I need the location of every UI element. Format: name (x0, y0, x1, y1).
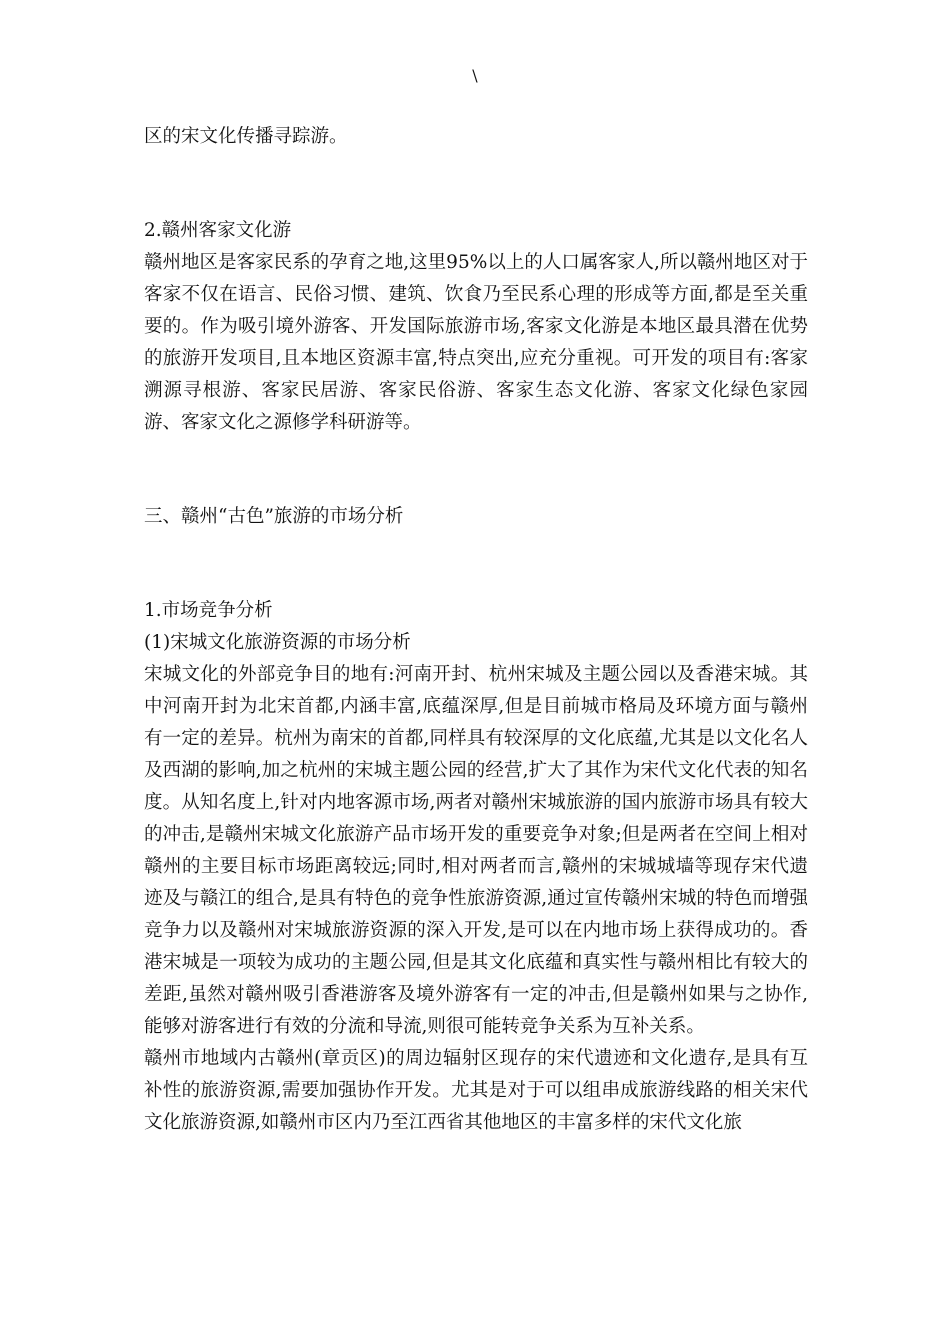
paragraph-song-city-complement: 赣州市地域内古赣州(章贡区)的周边辐射区现存的宋代遗迹和文化遗存,是具有互补性的旅游资源,需要加强协作开发。尤其是对于可以组串成旅游线路的相关宋代文化旅游资源,如赣州市区内乃至江西省其他地区的丰富多样的宋代文化旅 (144, 1048, 808, 1133)
document-body (144, 121, 808, 1139)
spacer (144, 439, 808, 471)
spacer (144, 533, 808, 565)
paragraph-continuation: 区的宋文化传播寻踪游。 (144, 126, 348, 147)
section-heading-market-analysis: 三、赣州“古色”旅游的市场分析 (144, 506, 404, 527)
spacer (144, 565, 808, 595)
page-header-mark: \ (472, 66, 478, 85)
spacer (144, 153, 808, 185)
subsubsection-heading-song-city: (1)宋城文化旅游资源的市场分析 (144, 632, 411, 653)
paragraph-song-city-competition: 宋城文化的外部竞争目的地有:河南开封、杭州宋城及主题公园以及香港宋城。其中河南开封为北宋首都,内涵丰富,底蕴深厚,但是目前城市格局及环境方面与赣州有一定的差异。杭州为南宋的首都,同样具有较深厚的文化底蕴,尤其是以文化名人及西湖的影响,加之杭州的宋城主题公园的经营,扩大了其作为宋代文化代表的知名度。从知名度上,针对内地客源市场,两者对赣州宋城旅游的国内旅游市场具有较大的冲击,是赣州宋城文化旅游产品市场开发的重要竞争对象;但是两者在空间上相对赣州的主要目标市场距离较远;同时,相对两者而言,赣州的宋城城墙等现存宋代遗迹及与赣江的组合,是具有特色的竞争性旅游资源,通过宣传赣州宋城的特色而增强竞争力以及赣州对宋城旅游资源的深入开发,是可以在内地市场上获得成功的。香港宋城是一项较为成功的主题公园,但是其文化底蕴和真实性与赣州相比有较大的差距,虽然对赣州吸引香港游客及境外游客有一定的冲击,但是赣州如果与之协作,能够对游客进行有效的分流和导流,则很可能转竞争关系为互补关系。 (144, 664, 808, 1037)
spacer (144, 471, 808, 501)
subsection-heading-competition: 1.市场竞争分析 (144, 600, 273, 621)
spacer (144, 185, 808, 215)
section-heading-hakka: 2.赣州客家文化游 (144, 220, 292, 241)
paragraph-hakka: 赣州地区是客家民系的孕育之地,这里95%以上的人口属客家人,所以赣州地区对于客家不仅在语言、民俗习惯、建筑、饮食乃至民系心理的形成等方面,都是至关重要的。作为吸引境外游客、开发国际旅游市场,客家文化游是本地区最具潜在优势的旅游开发项目,且本地区资源丰富,特点突出,应充分重视。可开发的项目有:客家溯源寻根游、客家民居游、客家民俗游、客家生态文化游、客家文化绿色家园游、客家文化之源修学科研游等。 (144, 252, 808, 433)
